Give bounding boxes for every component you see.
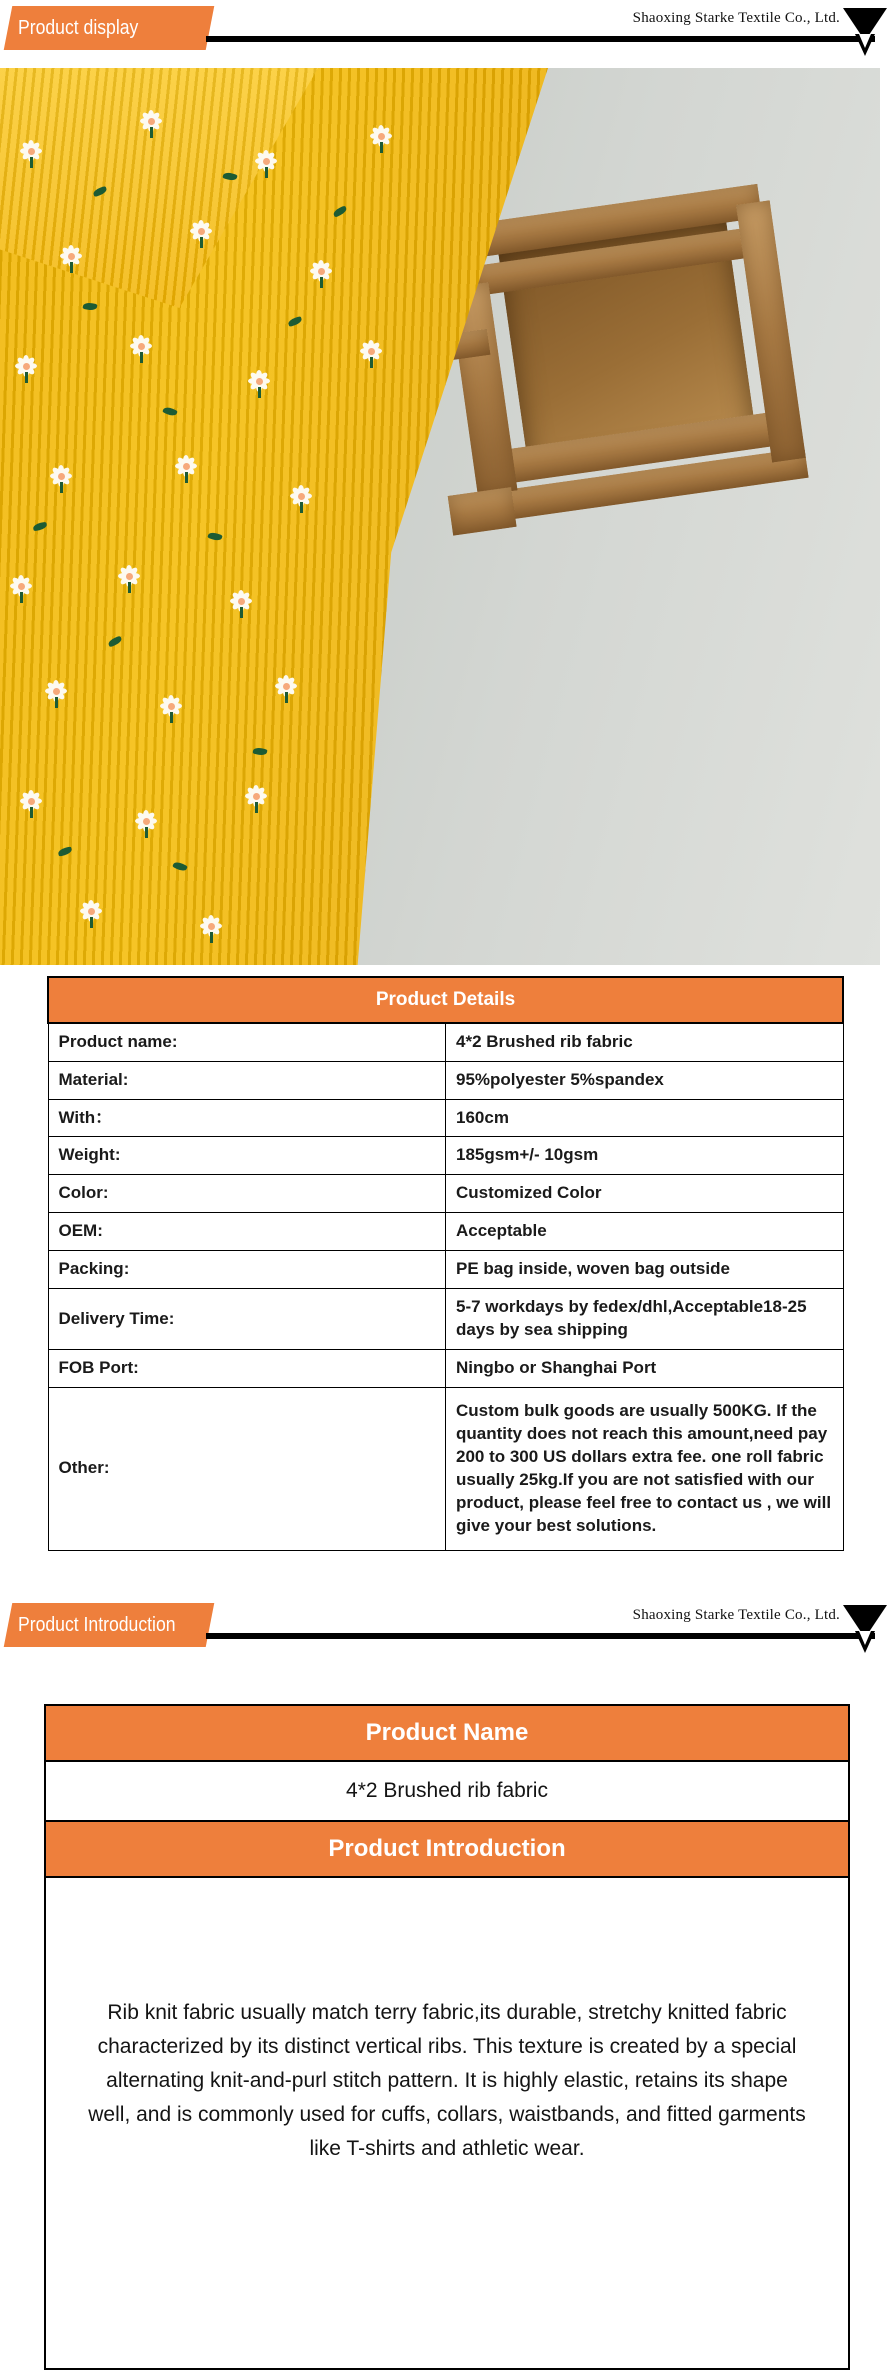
daisy-motif [368, 123, 394, 149]
daisy-motif [116, 563, 142, 589]
spec-label: OEM: [48, 1213, 446, 1251]
leaf-motif [107, 636, 123, 648]
spec-value: 185gsm+/- 10gsm [446, 1137, 844, 1175]
spec-label: Product name: [48, 1023, 446, 1061]
product-photo [0, 68, 880, 965]
spec-value: 4*2 Brushed rib fabric [446, 1023, 844, 1061]
logo-v-shape [855, 34, 875, 56]
banner-product-display [0, 0, 895, 68]
daisy-motif [173, 453, 199, 479]
table-row [48, 1213, 843, 1251]
company-name: Shaoxing Starke Textile Co., Ltd. [632, 1607, 840, 1623]
table-row [48, 1350, 843, 1388]
daisy-motif [138, 108, 164, 134]
leaf-motif [287, 316, 302, 327]
wood-foot [448, 487, 517, 536]
spec-value: PE bag inside, woven bag outside [446, 1251, 844, 1289]
daisy-motif [8, 573, 34, 599]
daisy-motif [246, 368, 272, 394]
fabric-fold [0, 68, 318, 308]
table-row [48, 1289, 843, 1350]
spec-value: Custom bulk goods are usually 500KG. If the quantity does not reach this amount,need pay 200 to 300 US dollars extra fee. one roll fabric usually 25kg.If you are not satisfied with our product, please feel free to contact us , we will give your best solutions. [446, 1388, 844, 1551]
leaf-motif [252, 747, 267, 757]
daisy-motif [288, 483, 314, 509]
daisy-motif [243, 783, 269, 809]
daisy-motif [188, 218, 214, 244]
spec-label: Packing: [48, 1251, 446, 1289]
spec-value: 95%polyester 5%spandex [446, 1061, 844, 1099]
daisy-motif [358, 338, 384, 364]
banner-rule [206, 36, 875, 42]
table-row [45, 1821, 849, 1877]
leaf-motif [162, 406, 178, 418]
table-row [48, 1388, 843, 1551]
daisy-motif [18, 138, 44, 164]
daisy-motif [133, 808, 159, 834]
triangle-v-logo-icon [843, 8, 887, 56]
spec-value: 5-7 workdays by fedex/dhl,Acceptable18-25 days by sea shipping [446, 1289, 844, 1350]
table-row [48, 1061, 843, 1099]
product-details-table [47, 976, 844, 1551]
table-row [48, 1175, 843, 1213]
table-row [45, 1877, 849, 2369]
product-details-title: Product Details [48, 977, 843, 1023]
spec-label: Delivery Time: [48, 1289, 446, 1350]
daisy-motif [198, 913, 224, 939]
daisy-motif [78, 898, 104, 924]
spec-label: With： [48, 1099, 446, 1137]
product-introduction-table [44, 1704, 850, 2370]
table-row [48, 1099, 843, 1137]
daisy-motif [308, 258, 334, 284]
banner-badge-label-introduction: Product Introduction [18, 1614, 176, 1636]
leaf-motif [332, 205, 348, 217]
leaf-motif [207, 531, 222, 542]
daisy-motif [273, 673, 299, 699]
daisy-motif [228, 588, 254, 614]
daisy-motif [253, 148, 279, 174]
banner-product-introduction [0, 1597, 895, 1665]
leaf-motif [32, 522, 47, 532]
spec-label: Weight: [48, 1137, 446, 1175]
logo-v-shape [855, 1631, 875, 1653]
spec-value: Ningbo or Shanghai Port [446, 1350, 844, 1388]
daisy-motif [18, 788, 44, 814]
spec-label: Other: [48, 1388, 446, 1551]
company-name: Shaoxing Starke Textile Co., Ltd. [632, 10, 840, 26]
daisy-motif [43, 678, 69, 704]
spec-label: Color: [48, 1175, 446, 1213]
spec-value: 160cm [446, 1099, 844, 1137]
spec-label: FOB Port: [48, 1350, 446, 1388]
product-introduction-header: Product Introduction [45, 1821, 849, 1877]
table-header-row [48, 977, 843, 1023]
leaf-motif [82, 302, 97, 311]
table-row [45, 1705, 849, 1761]
table-row [48, 1023, 843, 1061]
table-row [45, 1761, 849, 1821]
daisy-motif [48, 463, 74, 489]
daisy-motif [128, 333, 154, 359]
leaf-motif [172, 860, 188, 872]
spec-value: Customized Color [446, 1175, 844, 1213]
spec-table-body [48, 1023, 843, 1551]
spec-value: Acceptable [446, 1213, 844, 1251]
spec-label: Material: [48, 1061, 446, 1099]
daisy-motif [13, 353, 39, 379]
leaf-motif [57, 846, 72, 856]
product-introduction-body [45, 1877, 849, 2369]
table-row [48, 1137, 843, 1175]
product-name-value: 4*2 Brushed rib fabric [45, 1761, 849, 1821]
banner-rule [206, 1633, 875, 1639]
product-introduction-paragraph: Rib knit fabric usually match terry fabric,its durable, stretchy knitted fabric characterized by its distinct vertical ribs. This texture is created by a special alternating knit-and-purl stitch pattern. It is highly elastic, retains its shape well, and is commonly used for cuffs, collars, waistbands, and fitted garments like T-shirts and athletic wear. [88, 2001, 806, 2161]
triangle-v-logo-icon [843, 1605, 887, 1653]
product-name-header: Product Name [45, 1705, 849, 1761]
daisy-motif [158, 693, 184, 719]
table-row [48, 1251, 843, 1289]
banner-badge-label-display: Product display [18, 17, 139, 39]
daisy-motif [58, 243, 84, 269]
